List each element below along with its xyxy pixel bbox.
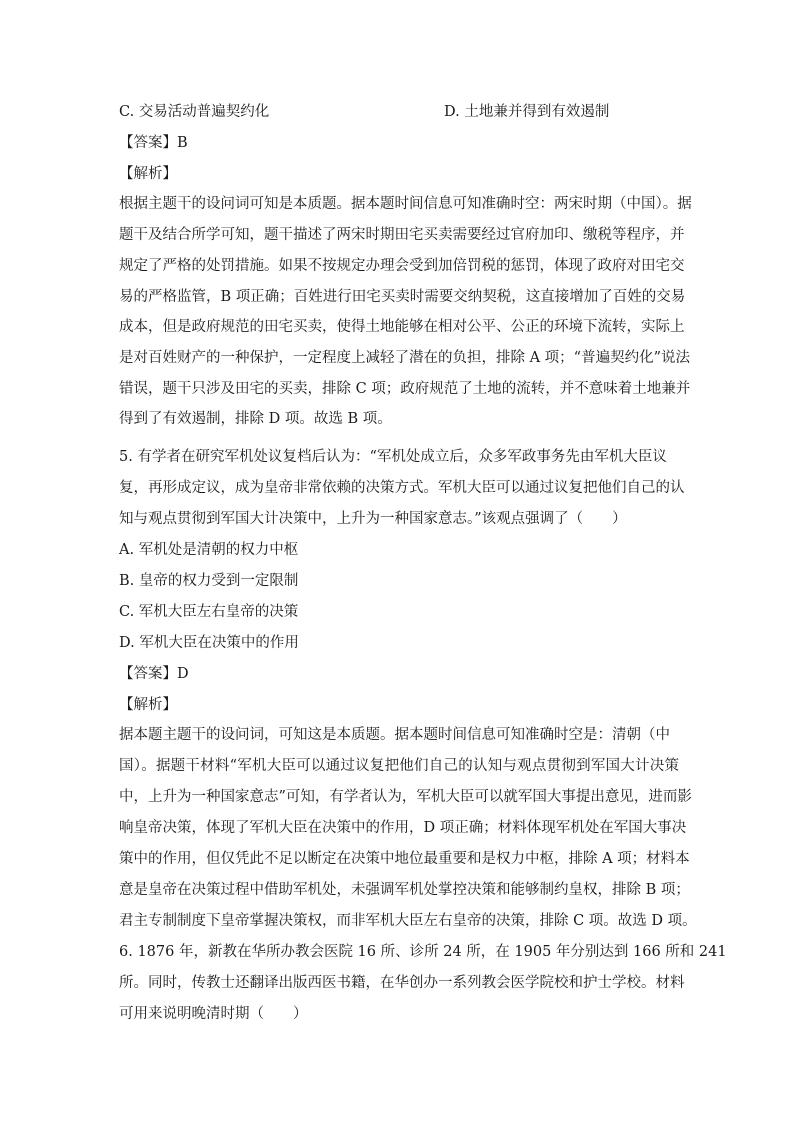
question-stem-line: 6. 1876 年，新教在华所办教会医院 16 所、诊所 24 所，在 1905 年分别达到 166 所和 241 — [119, 944, 727, 960]
analysis-line: 据本题主题干的设问词，可知这是本质题。据本题时间信息可知准确时空是：清朝（中 — [119, 727, 670, 743]
question-stem-line: 可用来说明晚清时期（ ） — [119, 1006, 308, 1022]
analysis-line: 是对百姓财产的一种保护，一定程度上减轻了潜在的负担，排除 A 项；“普遍契约化”说法 — [119, 350, 691, 366]
option-c: C. 军机大臣左右皇帝的决策 — [119, 604, 299, 620]
answer-label: 【答案】D — [119, 666, 189, 682]
analysis-line: 成本，但是政府规范的田宅买卖，使得土地能够在相对公平、公正的环境下流转，实际上 — [119, 319, 685, 335]
analysis-label: 【解析】 — [119, 697, 177, 713]
analysis-line: 国）。据题干材料“军机大臣可以通过议复把他们自己的认知与观点贯彻到军国大计决策 — [119, 758, 679, 774]
question-stem-line: 5. 有学者在研究军机处议复档后认为：“军机处成立后，众多军政事务先由军机大臣议 — [119, 449, 667, 465]
option-a: A. 军机处是清朝的权力中枢 — [119, 542, 299, 558]
question-stem-line: 知与观点贯彻到军国大计决策中，上升为一种国家意志。”该观点强调了（ ） — [119, 511, 627, 527]
analysis-label: 【解析】 — [119, 166, 177, 182]
analysis-line: 根据主题干的设问词可知是本质题。据本题时间信息可知准确时空：两宋时期（中国）。据 — [119, 196, 692, 212]
option-c: C. 交易活动普遍契约化 — [119, 104, 270, 120]
analysis-line: 策中的作用，但仅凭此不足以断定在决策中地位最重要和是权力中枢，排除 A 项；材料本 — [119, 851, 690, 867]
analysis-line: 中，上升为一种国家意志”可知，有学者认为，军机大臣可以就军国大事提出意见，进而影 — [119, 789, 692, 805]
option-d: D. 土地兼并得到有效遏制 — [444, 104, 610, 120]
analysis-line: 意是皇帝在决策过程中借助军机处，未强调军机处掌控决策和能够制约皇权，排除 B 项； — [119, 882, 690, 898]
analysis-line: 题干及结合所学可知，题干描述了两宋时期田宅买卖需要经过官府加印、缴税等程序，并 — [119, 227, 685, 243]
analysis-line: 君主专制制度下皇帝掌握决策权，而非军机大臣左右皇帝的决策，排除 C 项。故选 D 项。 — [119, 913, 697, 929]
option-d: D. 军机大臣在决策中的作用 — [119, 635, 299, 651]
analysis-line: 易的严格监管，B 项正确；百姓进行田宅买卖时需要交纳契税，这直接增加了百姓的交易 — [119, 289, 686, 305]
analysis-line: 响皇帝决策，体现了军机大臣在决策中的作用，D 项正确；材料体现军机处在军国大事决 — [119, 820, 687, 836]
option-b: B. 皇帝的权力受到一定限制 — [119, 573, 299, 589]
analysis-line: 得到了有效遏制，排除 D 项。故选 B 项。 — [119, 411, 392, 427]
answer-label: 【答案】B — [119, 135, 188, 151]
question-stem-line: 复，再形成定议，成为皇帝非常依赖的决策方式。军机大臣可以通过议复把他们自己的认 — [119, 480, 685, 496]
analysis-line: 错误，题干只涉及田宅的买卖，排除 C 项；政府规范了土地的流转，并不意味着土地兼并 — [119, 381, 691, 397]
analysis-line: 规定了严格的处罚措施。如果不按规定办理会受到加倍罚税的惩罚，体现了政府对田宅交 — [119, 258, 685, 274]
question-stem-line: 所。同时，传教士还翻译出版西医书籍，在华创办一系列教会医学院校和护士学校。材料 — [119, 975, 685, 991]
